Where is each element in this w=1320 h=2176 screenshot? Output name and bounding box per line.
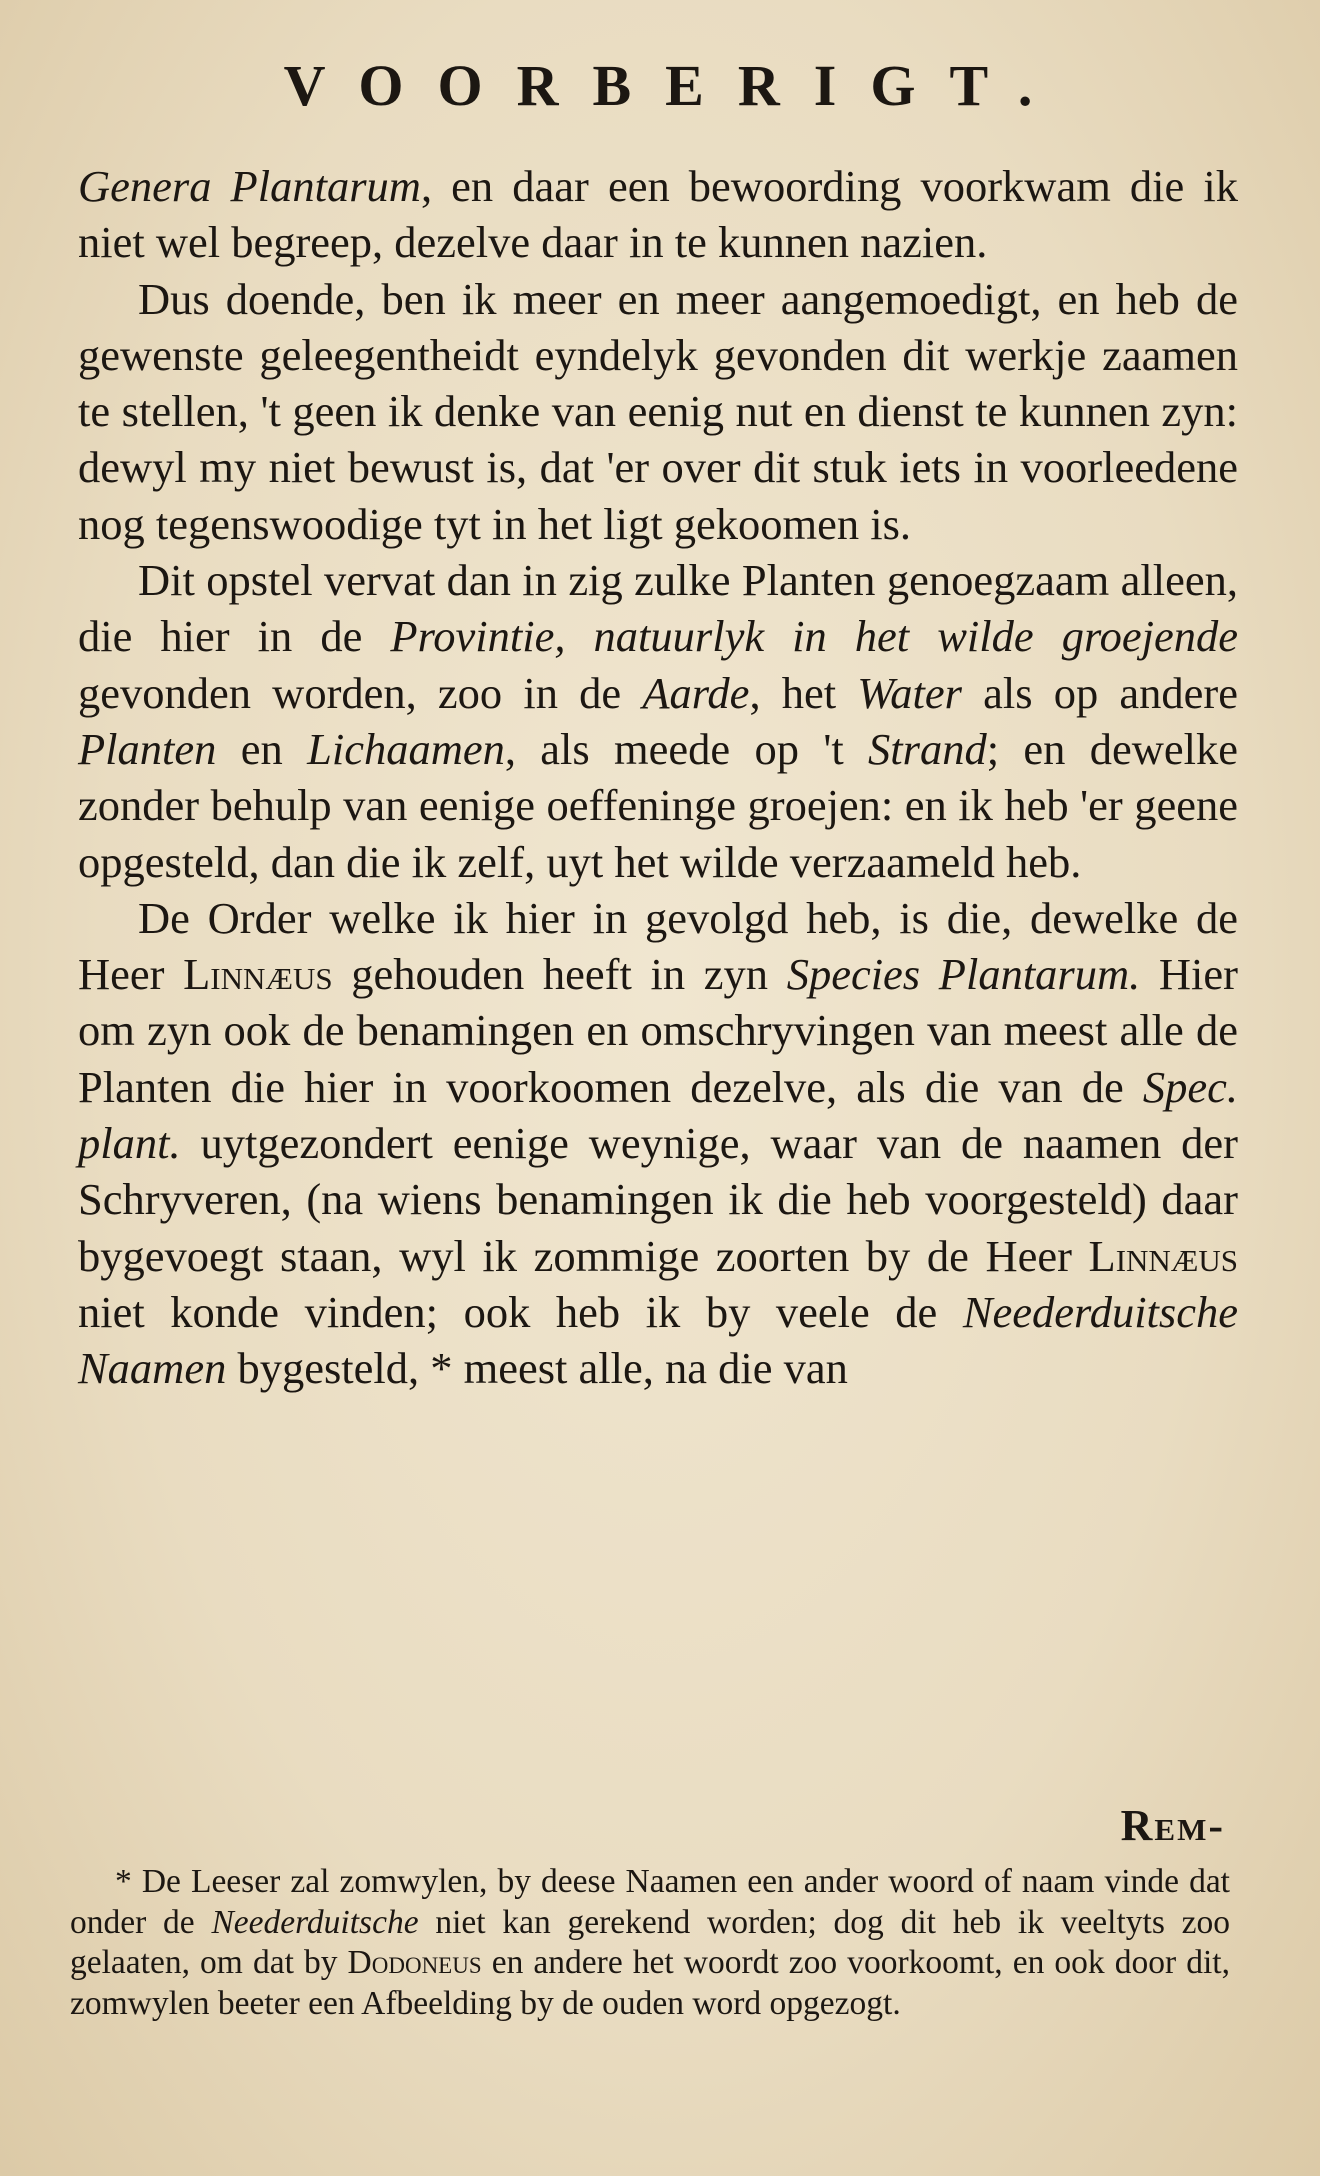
running-head: VOORBERIGT.: [283, 53, 1067, 118]
italic-term: Strand: [868, 723, 987, 774]
text-run: ; en dewelke zonder behulp van eenige oeffeninge groejen: en ik heb 'er geene opgesteld, dan die ik zelf, uyt het wilde verzaameld heb.: [78, 723, 1238, 887]
text-run: gevonden worden, zoo in de: [78, 667, 643, 718]
text-run: De Order welke ik hier in gevolgd heb, is die, dewelke de Heer: [78, 892, 1238, 1000]
text-run: Dit opstel vervat dan in zig zulke Planten genoegzaam alleen, die hier in de: [78, 555, 1238, 662]
italic-term: Neederduitsche: [211, 1903, 419, 1941]
author-name: Linnæus: [1088, 1230, 1238, 1281]
italic-term: Lichaamen: [307, 723, 505, 774]
text-run: en andere het woordt zoo voorkoomt, en ook door dit, zomwylen beeter een Afbeelding by de ouden word opgezogt.: [70, 1944, 1230, 2022]
italic-term: Water: [857, 667, 962, 718]
text-run: , en daar een bewoording voorkwam die ik niet wel begreep, dezelve daar in te kunnen nazien.: [78, 161, 1238, 268]
text-run: en: [216, 723, 308, 774]
text-run: , het: [749, 667, 858, 718]
text-run: gehouden heeft in zyn: [332, 949, 787, 1000]
italic-term: Species Plantarum.: [786, 949, 1141, 1000]
text-run: bygesteld, * meest alle, na die van: [226, 1343, 848, 1394]
paragraph-2: Dus doende, ben ik meer en meer aangemoedigt, en heb de gewenste geleegentheidt eyndelyk gevonden dit werkje zaamen te stellen, 't geen ik denke van eenig nut en dienst te kunnen zyn: dewyl my niet bewust is, dat 'er over dit stuk iets in voorleedene nog tegenswoodige tyt in het ligt gekoomen is.: [78, 273, 1238, 549]
footnote: [70, 1862, 1230, 2024]
text-run: niet konde vinden; ook heb ik by veele de: [78, 1286, 963, 1337]
author-name: Linnæus: [183, 949, 333, 1000]
text-run: , als meede op 't: [504, 723, 869, 774]
text-run: * De Leeser zal zomwylen, by deese Naamen een ander woord of naam vinde dat onder de: [70, 1863, 1230, 1941]
paragraph-1: [78, 158, 1238, 271]
italic-term: Neederduitsche Naamen: [78, 1286, 1238, 1394]
catchword: Rem-: [1120, 1801, 1225, 1850]
text-run: als op andere: [961, 667, 1238, 718]
paragraph-3: [78, 552, 1238, 890]
body-text: [78, 158, 1238, 1397]
text-run: niet kan gerekend worden; dog dit heb ik veeltyts zoo gelaaten, om dat by: [70, 1903, 1230, 1981]
text-run: Hier om zyn ook de benamingen en omschryvingen van meest alle de Planten die hier in voorkoomen dezelve, als die van de: [78, 949, 1238, 1112]
italic-term: Spec. plant.: [78, 1061, 1238, 1169]
paragraph-4: [78, 890, 1238, 1397]
italic-term: Provintie, natuurlyk in het wilde groejende: [390, 611, 1238, 662]
italic-term: Genera Plantarum: [78, 161, 421, 211]
italic-term: Planten: [78, 723, 217, 774]
text-run: uytgezondert eenige weynige, waar van de naamen der Schryveren, (na wiens benamingen ik die heb voorgesteld) daar bygevoegt staan, wyl ik zommige zoorten by de Heer: [78, 1118, 1238, 1281]
author-name: Dodoneus: [347, 1944, 482, 1981]
footnote-text: [70, 1862, 1230, 2024]
italic-term: Aarde: [642, 667, 750, 718]
